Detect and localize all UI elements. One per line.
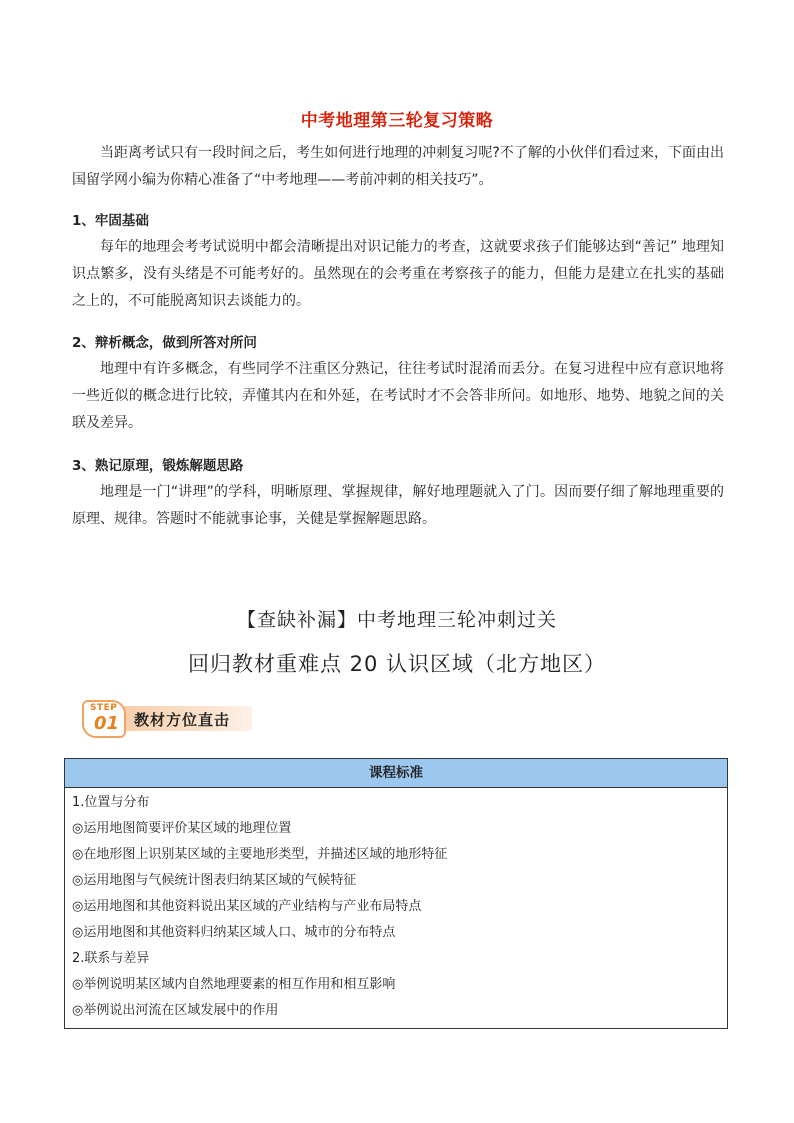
section-heading-3: 3、熟记原理，锻炼解题思路 (72, 458, 244, 474)
section-heading-2: 2、辩析概念，做到所答对所问 (72, 335, 257, 351)
step-word: STEP (90, 703, 118, 713)
table-header: 课程标准 (65, 759, 727, 788)
table-row: 1.位置与分布 (72, 795, 150, 810)
step-badge-icon (82, 700, 126, 738)
table-row: ◎运用地图与气候统计图表归纳某区域的气候特征 (72, 873, 357, 888)
table-row: ◎举例说出河流在区域发展中的作用 (72, 1003, 279, 1018)
intro-paragraph: 当距离考试只有一段时间之后，考生如何进行地理的冲刺复习呢?不了解的小伙伴们看过来，下面由出国留学网小编为你精心准备了“中考地理——考前冲刺的相关技巧”。 (72, 145, 724, 188)
table-row: 2.联系与差异 (72, 951, 150, 966)
section-body-1: 每年的地理会考考试说明中都会清晰提出对识记能力的考查，这就要求孩子们能够达到“善记” 地理知识点繁多，没有头绪是不可能考好的。虽然现在的会考重在考察孩子的能力，但能力是建立在扎实的基础之上的，不可能脱离知识去谈能力的。 (72, 239, 724, 309)
section-body-3: 地理是一门“讲理”的学科，明晰原理、掌握规律，解好地理题就入了门。因而要仔细了解地理重要的原理、规律。答题时不能就事论事，关健是掌握解题思路。 (72, 484, 724, 527)
section-body-2: 地理中有许多概念，有些同学不注重区分熟记，往往考试时混淆而丢分。在复习进程中应有意识地将一些近似的概念进行比较，弄懂其内在和外延，在考试时才不会答非所问。如地形、地势、地貌之间的关联及差异。 (72, 361, 724, 431)
table-body (65, 788, 727, 1028)
review-subtitle: 【查缺补漏】中考地理三轮冲刺过关 (236, 609, 557, 631)
table-row: ◎在地形图上识别某区域的主要地形类型，并描述区域的地形特征 (72, 847, 448, 862)
table-row: ◎运用地图和其他资料说出某区域的产业结构与产业布局特点 (72, 899, 422, 914)
step-label: 教材方位直击 (134, 711, 231, 729)
document-title: 中考地理第三轮复习策略 (300, 111, 494, 131)
section-heading-1: 1、牢固基础 (72, 213, 149, 229)
table-row: ◎运用地图和其他资料归纳某区域人口、城市的分布特点 (72, 925, 396, 940)
lesson-title: 回归教材重难点 20 认识区域（北方地区） (187, 652, 607, 676)
curriculum-standard-table (64, 758, 728, 1029)
step-number: 01 (94, 713, 120, 734)
table-row: ◎运用地图简要评价某区域的地理位置 (72, 821, 292, 836)
step-banner (82, 700, 252, 738)
table-row: ◎举例说明某区域内自然地理要素的相互作用和相互影响 (72, 977, 396, 992)
